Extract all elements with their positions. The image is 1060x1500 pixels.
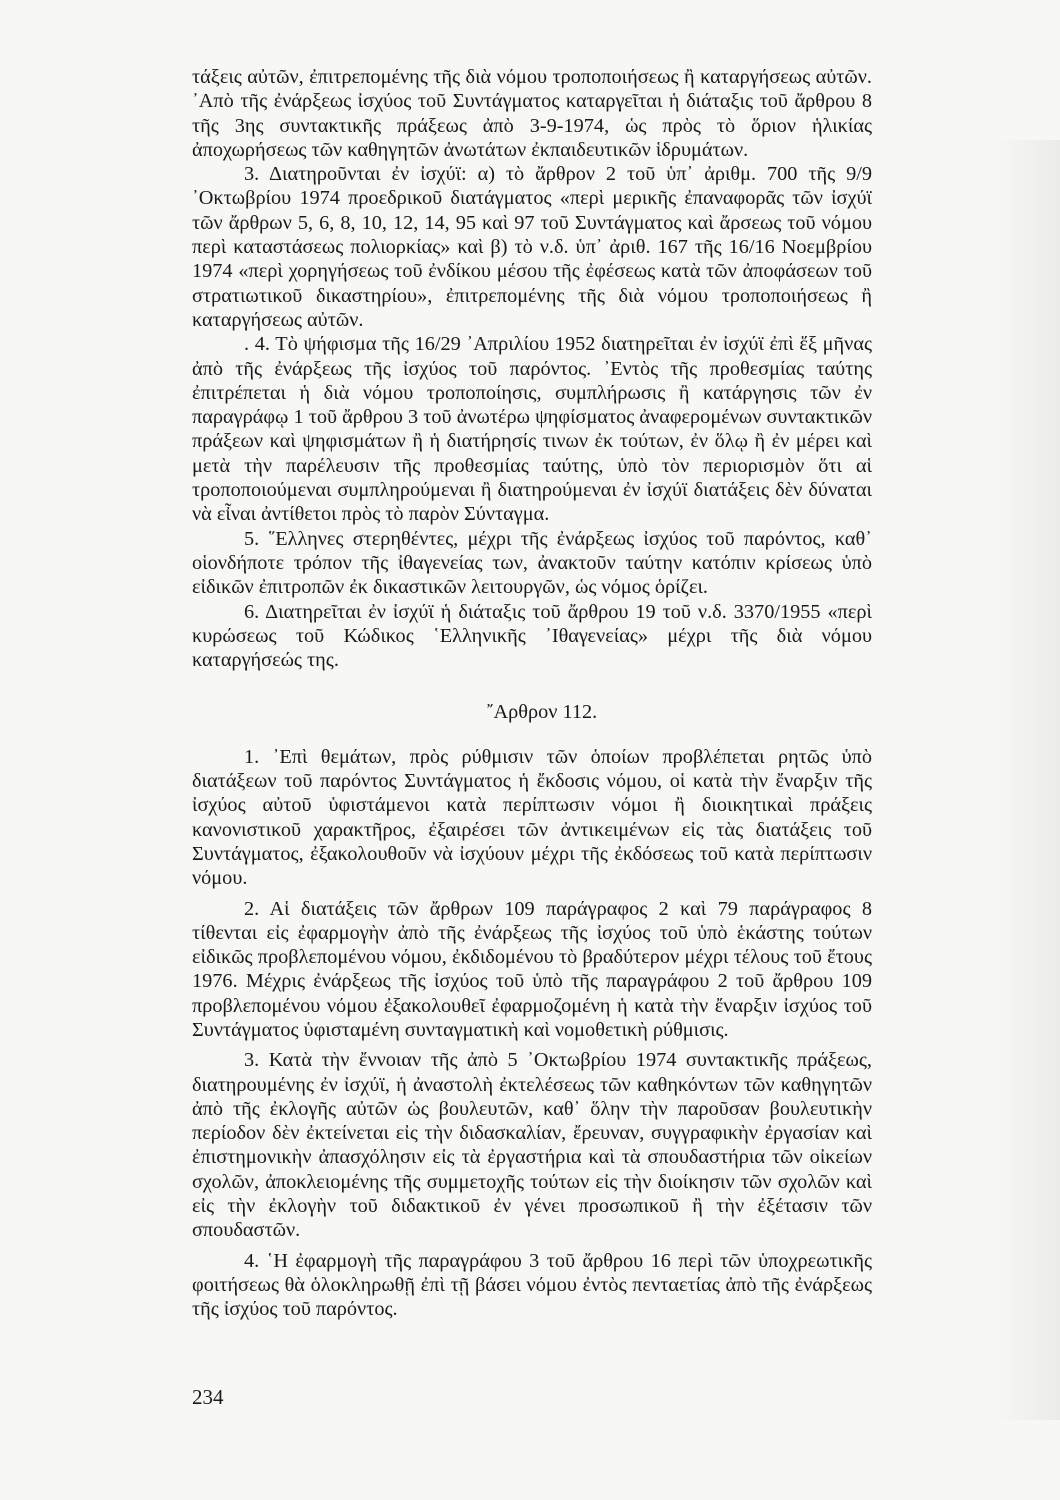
page-edge-shadow	[990, 140, 1060, 1420]
page-number: 234	[192, 1385, 224, 1409]
paragraph-5: 5. ῞Ελληνες στερηθέντες, μέχρι τῆς ἐνάρξεως ἰσχύος τοῦ παρόντος, καθ᾿ οἱονδήποτε τρόπον τῆς ἰθαγενείας των, ἀνακτοῦν ταύτην κατόπιν κρίσεως ὑπὸ εἰδικῶν ἐπιτροπῶν ἐκ δικαστικῶν λειτουργῶν, ὡς νόμος ὁρίζει.	[192, 527, 872, 599]
article-112-paragraph-1: 1. ᾿Επὶ θεμάτων, πρὸς ρύθμισιν τῶν ὁποίων προβλέπεται ρητῶς ὑπὸ διατάξεων τοῦ παρόντος Συντάγματος ἡ ἔκδοσις νόμου, οἱ κατὰ τὴν ἔναρξιν τῆς ἰσχύος αὐτοῦ ὑφιστάμενοι κατὰ περίπτωσιν νόμοι ἢ διοικητικαὶ πράξεις κανονιστικοῦ χαρακτῆρος, ἐξαιρέσει τῶν ἀντικειμένων εἰς τὰς διατάξεις τοῦ Συντάγματος, ἐξακολουθοῦν νὰ ἰσχύουν μέχρι τῆς ἐκδόσεως τοῦ κατὰ περίπτωσιν νόμου.	[192, 745, 872, 890]
paragraph-6: 6. Διατηρεῖται ἐν ἰσχύϊ ἡ διάταξις τοῦ ἄρθρου 19 τοῦ ν.δ. 3370/1955 «περὶ κυρώσεως τοῦ Κώδικος ῾Ελληνικῆς ᾿Ιθαγενείας» μέχρι τῆς διὰ νόμου καταργήσεώς της.	[192, 600, 872, 672]
article-heading: ῎Αρθρον 112.	[486, 701, 598, 724]
article-112-paragraph-4: 4. ῾Η ἐφαρμογὴ τῆς παραγράφου 3 τοῦ ἄρθρου 16 περὶ τῶν ὑποχρεωτικῆς φοιτήσεως θὰ ὁλοκληρωθῇ ἐπὶ τῇ βάσει νόμου ἐντὸς πενταετίας ἀπὸ τῆς ἐνάρξεως τῆς ἰσχύος τοῦ παρόντος.	[192, 1249, 872, 1321]
paragraph-3: 3. Διατηροῦνται ἐν ἰσχύϊ: α) τὸ ἄρθρον 2 τοῦ ὑπ᾿ ἀριθμ. 700 τῆς 9/9 ᾿Οκτωβρίου 1974 προεδρικοῦ διατάγματος «περὶ μερικῆς ἐπαναφορᾶς τῶν ἰσχύϊ τῶν ἄρθρων 5, 6, 8, 10, 12, 14, 95 καὶ 97 τοῦ Συντάγματος καὶ ἄρσεως τοῦ νόμου περὶ καταστάσεως πολιορκίας» καὶ β) τὸ ν.δ. ὑπ᾿ ἀριθ. 167 τῆς 16/16 Νοεμβρίου 1974 «περὶ χορηγήσεως τοῦ ἐνδίκου μέσου τῆς ἐφέσεως κατὰ τῶν ἀποφάσεων τοῦ στρατιωτικοῦ δικαστηρίου», ἐπιτρεπομένης τῆς διὰ νόμου τροποποιήσεως ἢ καταργήσεως αὐτῶν.	[192, 163, 872, 331]
article-112-paragraph-3: 3. Κατὰ τὴν ἔννοιαν τῆς ἀπὸ 5 ᾿Οκτωβρίου 1974 συντακτικῆς πράξεως, διατηρουμένης ἐν ἰσχύϊ, ἡ ἀναστολὴ ἐκτελέσεως τῶν καθηκόντων τῶν καθηγητῶν ἀπὸ τῆς ἐκλογῆς αὐτῶν ὡς βουλευτῶν, καθ᾿ ὅλην τὴν παροῦσαν βουλευτικὴν περίοδον δὲν ἐκτείνεται εἰς τὴν διδασκαλίαν, ἔρευναν, συγγραφικὴν ἐργασίαν καὶ ἐπιστημονικὴν ἀπασχόλησιν εἰς τὰ ἐργαστήρια καὶ τὰ σπουδαστήρια τῶν οἰκείων σχολῶν, ἀποκλειομένης τῆς συμμετοχῆς τούτων εἰς τὴν διοίκησιν τῶν σχολῶν καὶ εἰς τὴν ἐκλογὴν τοῦ διδακτικοῦ ἐν γένει προσωπικοῦ ἢ τὴν ἐξέτασιν τῶν σπουδαστῶν.	[192, 1049, 872, 1242]
paragraph-continuation: τάξεις αὐτῶν, ἐπιτρεπομένης τῆς διὰ νόμου τροποποιήσεως ἢ καταργήσεως αὐτῶν. ᾿Απὸ τῆς ἐνάρξεως ἰσχύος τοῦ Συντάγματος καταργεῖται ἡ διάταξις τοῦ ἄρθρου 8 τῆς 3ης συντακτικῆς πράξεως ἀπὸ 3-9-1974, ὡς πρὸς τὸ ὅριον ἡλικίας ἀποχωρήσεως τῶν καθηγητῶν ἀνωτάτων ἐκπαιδευτικῶν ἱδρυμάτων.	[192, 66, 872, 161]
article-112-paragraph-2: 2. Αἱ διατάξεις τῶν ἄρθρων 109 παράγραφος 2 καὶ 79 παράγραφος 8 τίθενται εἰς ἐφαρμογὴν ἀπὸ τῆς ἐνάρξεως τῆς ἰσχύος τοῦ ὑπὸ ἑκάστης τούτων εἰδικῶς προβλεπομένου νόμου, ἐκδιδομένου τὸ βραδύτερον μέχρι τέλους τοῦ ἔτους 1976. Μέχρις ἐνάρξεως τῆς ἰσχύος τοῦ ὑπὸ τῆς παραγράφου 2 τοῦ ἄρθρου 109 προβλεπομένου νόμου ἐξακολουθεῖ ἐφαρμοζομένη ἡ κατὰ τὴν ἔναρξιν ἰσχύος τοῦ Συντάγματος ὑφισταμένη συνταγματικὴ καὶ νομοθετικὴ ρύθμισις.	[192, 897, 872, 1041]
body-text	[192, 65, 872, 1322]
paragraph-4: . 4. Τὸ ψήφισμα τῆς 16/29 ᾿Απριλίου 1952 διατηρεῖται ἐν ἰσχύϊ ἐπὶ ἕξ μῆνας ἀπὸ τῆς ἐνάρξεως τῆς ἰσχύος τοῦ παρόντος. ᾿Εντὸς τῆς προθεσμίας ταύτης ἐπιτρέπεται ἡ διὰ νόμου τροποποίησις, συμπλήρωσις ἢ κατάργησις τῶν ἐν παραγράφῳ 1 τοῦ ἄρθρου 3 τοῦ ἀνωτέρω ψηφίσματος ἀναφερομένων συντακτικῶν πράξεων καὶ ψηφισμάτων ἢ ἡ διατήρησίς τινων ἐκ τούτων, ἐν ὅλῳ ἢ ἐν μέρει καὶ μετὰ τὴν παρέλευσιν τῆς προθεσμίας ταύτης, ὑπὸ τὸν περιορισμὸν ὅτι αἱ τροποποιούμεναι συμπληρούμεναι ἢ διατηρούμεναι ἐν ἰσχύϊ διατάξεις δὲν δύναται νὰ εἶναι ἀντίθετοι πρὸς τὸ παρὸν Σύνταγμα.	[192, 333, 872, 526]
